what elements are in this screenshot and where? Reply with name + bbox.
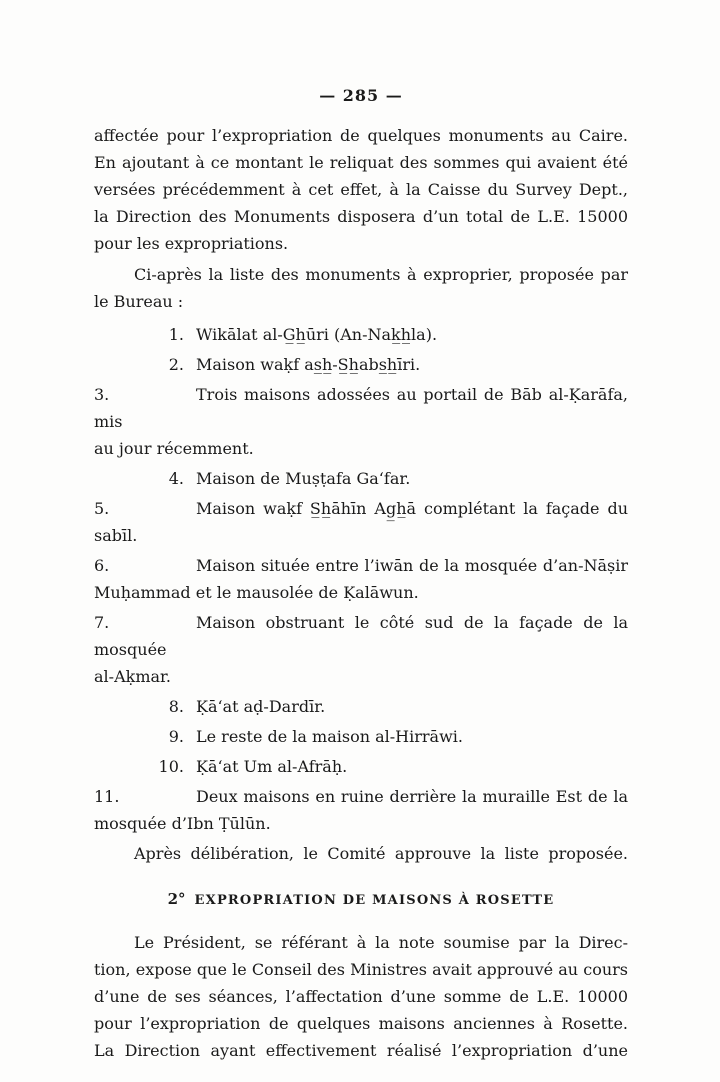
text-line (94, 723, 628, 750)
text-line (94, 351, 628, 378)
list-item (94, 693, 628, 720)
text-line: Le Président, se référant à la note soumise par la Direc- (134, 933, 628, 952)
list-item (94, 783, 628, 837)
item-text: Maison obstruant le côté sud de la façade de la mosquée (94, 613, 628, 659)
item-number: 2. (168, 355, 184, 374)
item-text: Maison située entre l’iwān de la mosquée d’an-Nāṣir (196, 556, 628, 575)
list-item (94, 609, 628, 690)
paragraph-rosette (94, 929, 628, 1064)
list-item (94, 351, 628, 378)
item-text: Maison waḳf as̲h̲-S̲h̲abs̲h̲īri. (196, 355, 421, 374)
item-text: Ḳā‘at Um al-Afrāḥ. (196, 757, 348, 776)
item-number: 7. (94, 613, 110, 632)
text-line (94, 465, 628, 492)
text-line (94, 321, 628, 348)
item-number: 11. (94, 787, 120, 806)
item-number: 9. (168, 727, 184, 746)
text-line (94, 552, 628, 579)
text-line (94, 609, 628, 663)
item-number: 5. (94, 499, 110, 518)
list-item (94, 495, 628, 549)
text-line: La Direction ayant effectivement réalisé l’expropriation d’une (94, 1041, 628, 1060)
list-item (94, 321, 628, 348)
text-line: Ci-après la liste des monuments à exproprier, proposée par (134, 265, 628, 284)
text-line: d’une de ses séances, l’affectation d’une somme de L.E. 10000 (94, 987, 628, 1006)
text-line: affectée pour l’expropriation de quelques monuments au Caire. (94, 126, 628, 145)
paragraph-list-intro (94, 261, 628, 315)
item-text: Maison waḳf S̲h̲āhīn Ag̲h̲ā complétant la façade du sabīl. (94, 499, 628, 545)
section-heading-number: 2° (167, 890, 186, 908)
text-line: la Direction des Monuments disposera d’un total de L.E. 15000 (94, 207, 628, 226)
list-item (94, 381, 628, 462)
list-item (94, 753, 628, 780)
text-line: mosquée d’Ibn Ṭūlūn. (94, 814, 271, 833)
list-item (94, 552, 628, 606)
item-text: Maison de Muṣṭafa Ga‘far. (196, 469, 411, 488)
text-line: au jour récemment. (94, 439, 254, 458)
paragraph-approval (94, 840, 628, 867)
list-item (94, 723, 628, 750)
text-line: tion, expose que le Conseil des Ministres avait approuvé au cours (94, 960, 628, 979)
item-number: 3. (94, 385, 110, 404)
section-heading-title: EXPROPRIATION DE MAISONS À ROSETTE (194, 893, 555, 908)
item-text: Wikālat al-G̲h̲ūri (An-Nak̲h̲la). (196, 325, 438, 344)
paragraph-caire-funds (94, 122, 628, 257)
monuments-list (94, 321, 628, 837)
item-number: 6. (94, 556, 110, 575)
text-line: pour les expropriations. (94, 234, 289, 253)
text-line: le Bureau : (94, 292, 184, 311)
list-item (94, 465, 628, 492)
item-number: 10. (158, 757, 184, 776)
item-text: Trois maisons adossées au portail de Bāb al-Ḳarāfa, mis (94, 385, 628, 431)
section-heading (94, 889, 628, 911)
text-line: versées précédemment à cet effet, à la Caisse du Survey Dept., (94, 180, 628, 199)
text-line (94, 693, 628, 720)
text-line (94, 783, 628, 810)
text-line: En ajoutant à ce montant le reliquat des sommes qui avaient été (94, 153, 628, 172)
item-number: 4. (168, 469, 184, 488)
text-line (94, 381, 628, 435)
page-number: — 285 — (319, 86, 403, 105)
text-line (94, 753, 628, 780)
item-number: 8. (168, 697, 184, 716)
text-line: pour l’expropriation de quelques maisons anciennes à Rosette. (94, 1014, 628, 1033)
item-text: Le reste de la maison al-Hirrāwi. (196, 727, 463, 746)
item-text: Ḳā‘at aḍ-Dardīr. (196, 697, 326, 716)
item-number: 1. (168, 325, 184, 344)
text-line (94, 495, 628, 549)
item-text: Deux maisons en ruine derrière la muraille Est de la (196, 787, 628, 806)
text-line: al-Aḳmar. (94, 667, 171, 686)
text-line: Après délibération, le Comité approuve la liste proposée. (134, 844, 628, 863)
text-line: Muḥammad et le mausolée de Ḳalāwun. (94, 583, 419, 602)
